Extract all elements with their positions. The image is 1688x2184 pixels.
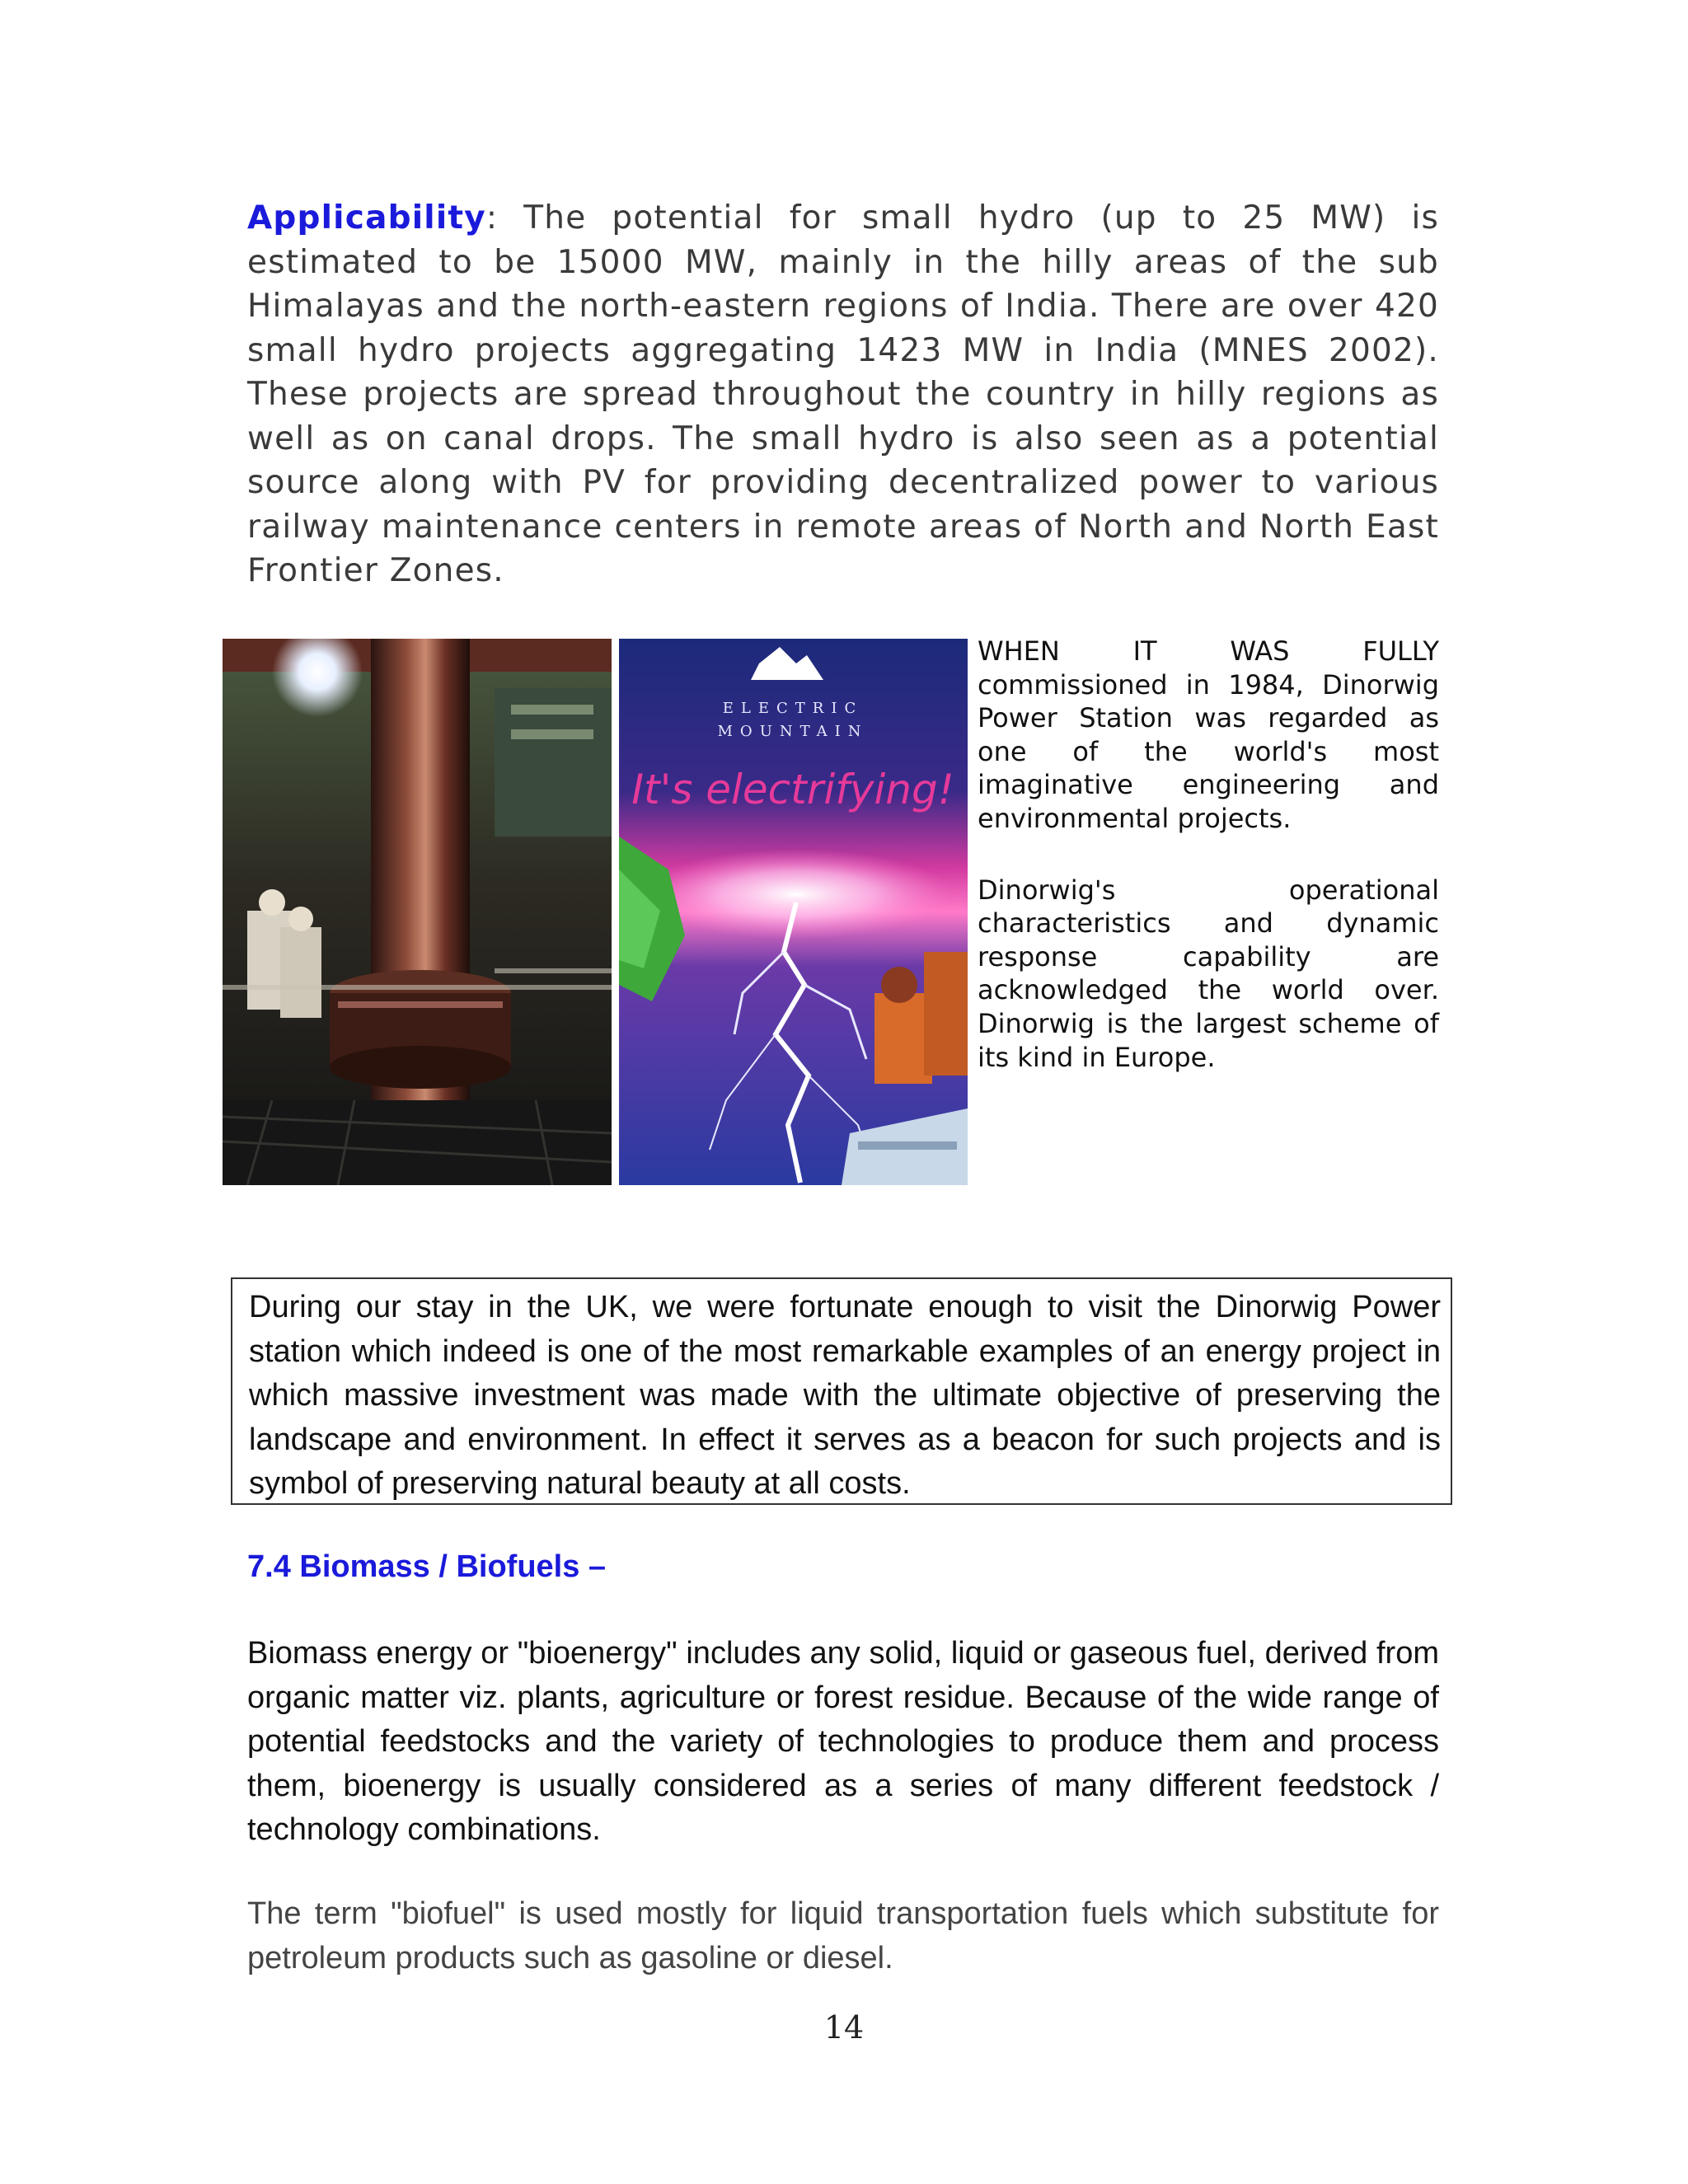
sidebar-paragraph-2: Dinorwig's operational characteristics and dynamic response capability are acknowledged the world over. Dinorwig is the largest scheme of its kind in Europe. xyxy=(978,874,1439,1073)
dinorwig-sidebar-text xyxy=(978,635,1439,1112)
biofuel-paragraph: The term "biofuel" is used mostly for liquid transportation fuels which substitute for petroleum products such as gasoline or diesel. xyxy=(247,1896,1439,1975)
page-number: 14 xyxy=(823,2009,865,2046)
poster-slogan: It's electrifying! xyxy=(631,766,954,813)
poster-brand-line2: MOUNTAIN xyxy=(717,723,869,740)
sidebar-paragraph-1: WHEN IT WAS FULLY commissioned in 1984, Dinorwig Power Station was regarded as one of the world's most imaginative engineering and environmental projects. xyxy=(978,635,1439,834)
applicability-paragraph xyxy=(247,196,1439,593)
biomass-paragraph: Biomass energy or "bioenergy" includes any solid, liquid or gaseous fuel, derived from organic matter viz. plants, agriculture or forest residue. Because of the wide range of potential feedstocks and the variety of technologies to produce them and process them, bioenergy is usually considered as a series of many different feedstock / technology combinations. xyxy=(247,1636,1439,1847)
electric-mountain-poster xyxy=(619,639,968,1185)
turbine-hall-photo xyxy=(223,639,612,1185)
boxed-note-text: During our stay in the UK, we were fortunate enough to visit the Dinorwig Power station which indeed is one of the most remarkable examples of an energy project in which massive investment was made with the ultimate objective of preserving the landscape and environment. In effect it serves as a beacon for such projects and is symbol of preserving natural beauty at all costs. xyxy=(249,1290,1441,1501)
poster-brand-line1: ELECTRIC xyxy=(722,700,864,717)
applicability-text: : The potential for small hydro (up to 25 MW) is estimated to be 15000 MW, mainly in the hilly areas of the sub Himalayas and the north-eastern regions of India. There are over 420 small hydro projects aggregating 1423 MW in India (MNES 2002). These projects are spread throughout the country in hilly regions as well as on canal drops. The small hydro is also seen as a potential source along with PV for providing decentralized power to various railway maintenance centers in remote areas of North and North East Frontier Zones. xyxy=(247,199,1439,589)
section-heading: 7.4 Biomass / Biofuels – xyxy=(247,1549,607,1584)
boxed-note xyxy=(231,1277,1452,1505)
applicability-keyword: Applicability xyxy=(247,199,486,237)
